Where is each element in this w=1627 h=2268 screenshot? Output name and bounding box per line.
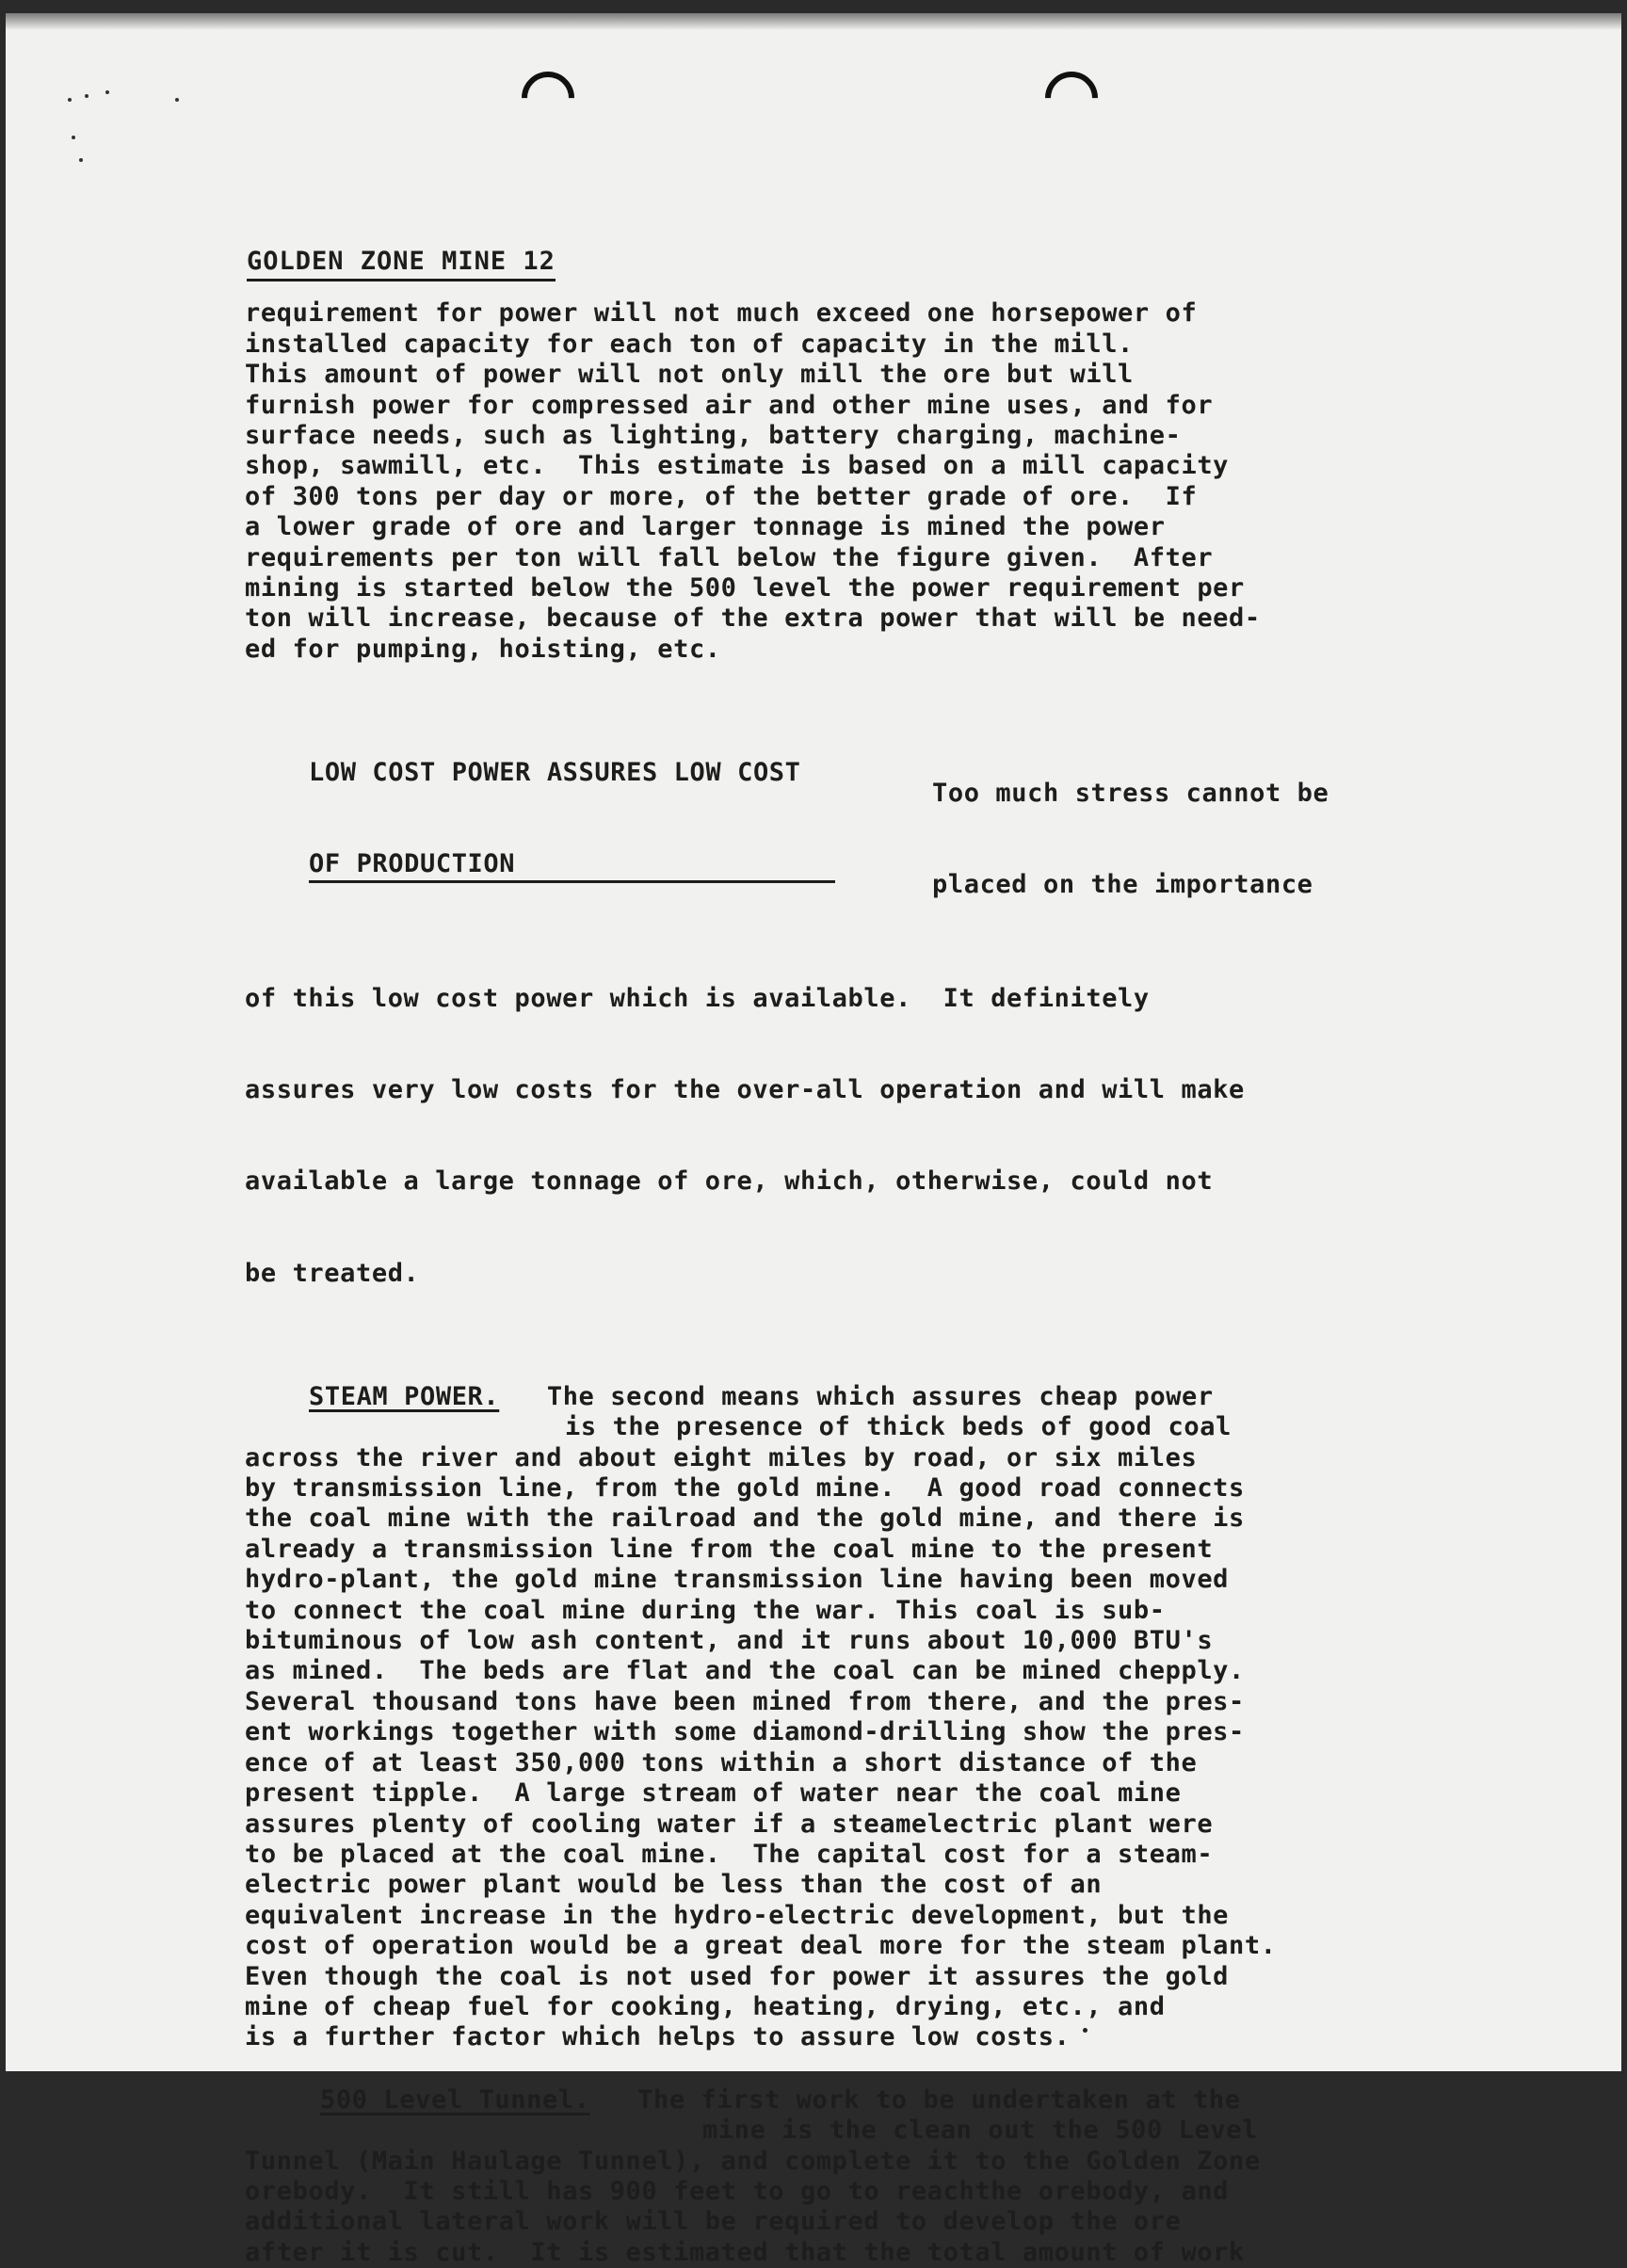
text-line: after it is cut. It is estimated that the total amount of work [245,2237,1245,2267]
speck [85,94,89,98]
text-line: mine of cheap fuel for cooking, heating, drying, etc., and [245,1991,1166,2021]
text-line: This amount of power will not only mill the ore but will [245,360,1134,390]
text-line: of this low cost power which is available. It definitely [245,983,1150,1013]
speck [79,158,83,162]
text-line: Too much stress cannot be [932,779,1329,809]
text-line: Tunnel (Main Haulage Tunnel), and complete it to the Golden Zone [245,2146,1261,2176]
text-line: is the presence of thick beds of good coal [565,1412,1232,1442]
text-line: additional lateral work will be required to develop the ore [245,2207,1182,2237]
speck [105,90,109,94]
text-line: to connect the coal mine during the war. This coal is sub- [245,1595,1166,1625]
text-line: mining is started below the 500 level the power requirement per [245,573,1245,603]
section-first-line [320,2085,1497,2115]
text-line: Even though the coal is not used for power it assures the gold [245,1961,1230,1991]
side-text [932,717,1329,961]
text-line: assures plenty of cooling water if a steamelectric plant were [245,1809,1214,1839]
speck [1083,2028,1087,2033]
text-line: surface needs, such as lighting, battery charging, machine- [245,421,1182,451]
text-line: assures very low costs for the over-all operation and will make [245,1075,1245,1105]
intro-paragraph [245,298,1497,665]
text-line: is a further factor which helps to assure low costs. [245,2022,1071,2052]
speck [72,136,75,139]
text-line: be treated. [245,1258,420,1288]
section-heading-low-cost [309,697,874,913]
section-heading-tunnel: 500 Level Tunnel. [320,2084,590,2115]
text-line: shop, sawmill, etc. This estimate is based on a mill capacity [245,451,1230,481]
punch-hole-left [510,60,585,135]
text-line: The first work to be undertaken at the [637,2084,1241,2115]
text-line: available a large tonnage of ore, which, otherwise, could not [245,1166,1214,1197]
text-line: Several thousand tons have been mined from there, and the pres- [245,1686,1245,1716]
text-line: a lower grade of ore and larger tonnage is mined the power [245,512,1166,542]
section-heading-steam: STEAM POWER. [309,1381,500,1411]
text-line: requirement for power will not much exceed one horsepower of [245,298,1198,329]
text-line: equivalent increase in the hydro-electric development, but the [245,1900,1230,1930]
text-line: furnish power for compressed air and other mine uses, and for [245,390,1214,420]
text-line: ence of at least 350,000 tons within a short distance of the [245,1747,1198,1777]
text-line: ed for pumping, hoisting, etc. [245,634,721,664]
page-header: GOLDEN ZONE MINE 12 [247,247,556,281]
text-line: ton will increase, because of the extra power that will be need- [245,603,1261,634]
text-line: hydro-plant, the gold mine transmission line having been moved [245,1565,1230,1595]
text-line: of 300 tons per day or more, of the better grade of ore. If [245,481,1198,511]
text-line: placed on the importance [932,870,1313,900]
speck [68,98,72,102]
text-line: across the river and about eight miles by road, or six miles [245,1442,1198,1472]
punch-hole-right [1034,60,1108,135]
text-line: requirements per ton will fall below the figure given. After [245,542,1214,572]
section-low-cost-power [245,697,1497,1350]
heading-line: LOW COST POWER ASSURES LOW COST [309,758,801,788]
text-line: as mined. The beds are flat and the coal can be mined chepply. [245,1656,1245,1686]
document-page [6,13,1621,2267]
text-line: present tipple. A large stream of water near the coal mine [245,1778,1182,1809]
section-500-level-tunnel [245,2085,1497,2268]
text-line: to be placed at the coal mine. The capital cost for a steam- [245,1839,1214,1869]
text-line: electric power plant would be less than the cost of an [245,1870,1103,1900]
text-line: already a transmission line from the coal mine to the present [245,1534,1214,1564]
text-line: the coal mine with the railroad and the gold mine, and there is [245,1504,1245,1534]
text-line: mine is the clean out the 500 Level [702,2115,1258,2146]
scan-shadow [6,13,1621,30]
speck [175,98,179,102]
text-line: bituminous of low ash content, and it runs about 10,000 BTU's [245,1626,1214,1656]
text-line: by transmission line, from the gold mine. A good road connects [245,1473,1245,1504]
heading-line-underlined: OF PRODUCTION [309,849,835,882]
section-first-line [309,1382,1497,1412]
document-content [245,247,1497,2268]
text-line: installed capacity for each ton of capacity in the mill. [245,329,1134,359]
text-line: cost of operation would be a great deal more for the steam plant. [245,1931,1277,1961]
section-steam-power [245,1382,1497,2053]
text-line: orebody. It still has 900 feet to go to reachthe orebody, and [245,2176,1230,2206]
section-body [245,923,1497,1350]
text-line: The second means which assures cheap power [546,1381,1214,1411]
text-line: ent workings together with some diamond-drilling show the pres- [245,1717,1245,1747]
